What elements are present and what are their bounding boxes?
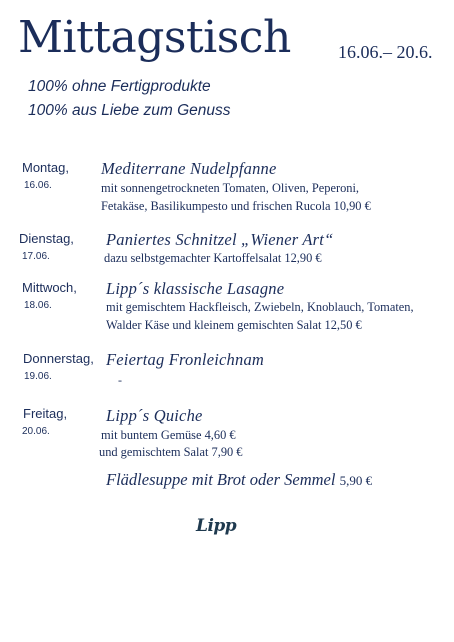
day-date: 17.06.: [22, 251, 50, 262]
dish-title: Lipp´s Quiche: [106, 406, 203, 425]
tagline-love-of-taste: 100% aus Liebe zum Genuss: [28, 102, 231, 119]
dish-title: Paniertes Schnitzel „Wiener Art“: [106, 230, 334, 249]
lipp-logo: Lipp: [196, 516, 237, 536]
soup-name: Flädlesuppe mit Brot oder Semmel: [106, 470, 336, 489]
soup-offer: [106, 470, 372, 490]
soup-price: 5,90 €: [339, 473, 373, 488]
day-date: 16.06.: [24, 180, 52, 191]
dish-description: Fetakäse, Basilikumpesto und frischen Rucola 10,90 €: [101, 199, 371, 213]
dish-description: mit gemischtem Hackfleisch, Zwiebeln, Knoblauch, Tomaten,: [106, 300, 414, 314]
dish-title: Mediterrane Nudelpfanne: [101, 159, 277, 178]
dish-description: dazu selbstgemachter Kartoffelsalat 12,90 €: [104, 251, 322, 265]
dish-title: Feiertag Fronleichnam: [106, 350, 265, 369]
page-title: Mittagstisch: [18, 12, 291, 63]
day-date: 18.06.: [24, 300, 52, 311]
dish-description: und gemischtem Salat 7,90 €: [99, 445, 243, 459]
dish-description: mit sonnengetrockneten Tomaten, Oliven, Peperoni,: [101, 181, 360, 195]
day-date: 20.06.: [22, 426, 50, 437]
tagline-no-convenience: 100% ohne Fertigprodukte: [28, 78, 211, 95]
day-name: Freitag,: [23, 406, 68, 421]
dish-description: -: [118, 373, 122, 387]
day-date: 19.06.: [24, 371, 52, 382]
dish-title: Lipp´s klassische Lasagne: [106, 279, 285, 298]
day-name: Donnerstag,: [23, 351, 94, 366]
day-name: Montag,: [22, 160, 69, 175]
date-range: 16.06.– 20.6.: [338, 42, 433, 62]
dish-description: Walder Käse und kleinem gemischten Salat 12,50 €: [106, 318, 362, 332]
day-name: Dienstag,: [19, 231, 74, 246]
dish-description: mit buntem Gemüse 4,60 €: [101, 428, 236, 442]
day-name: Mittwoch,: [22, 280, 77, 295]
